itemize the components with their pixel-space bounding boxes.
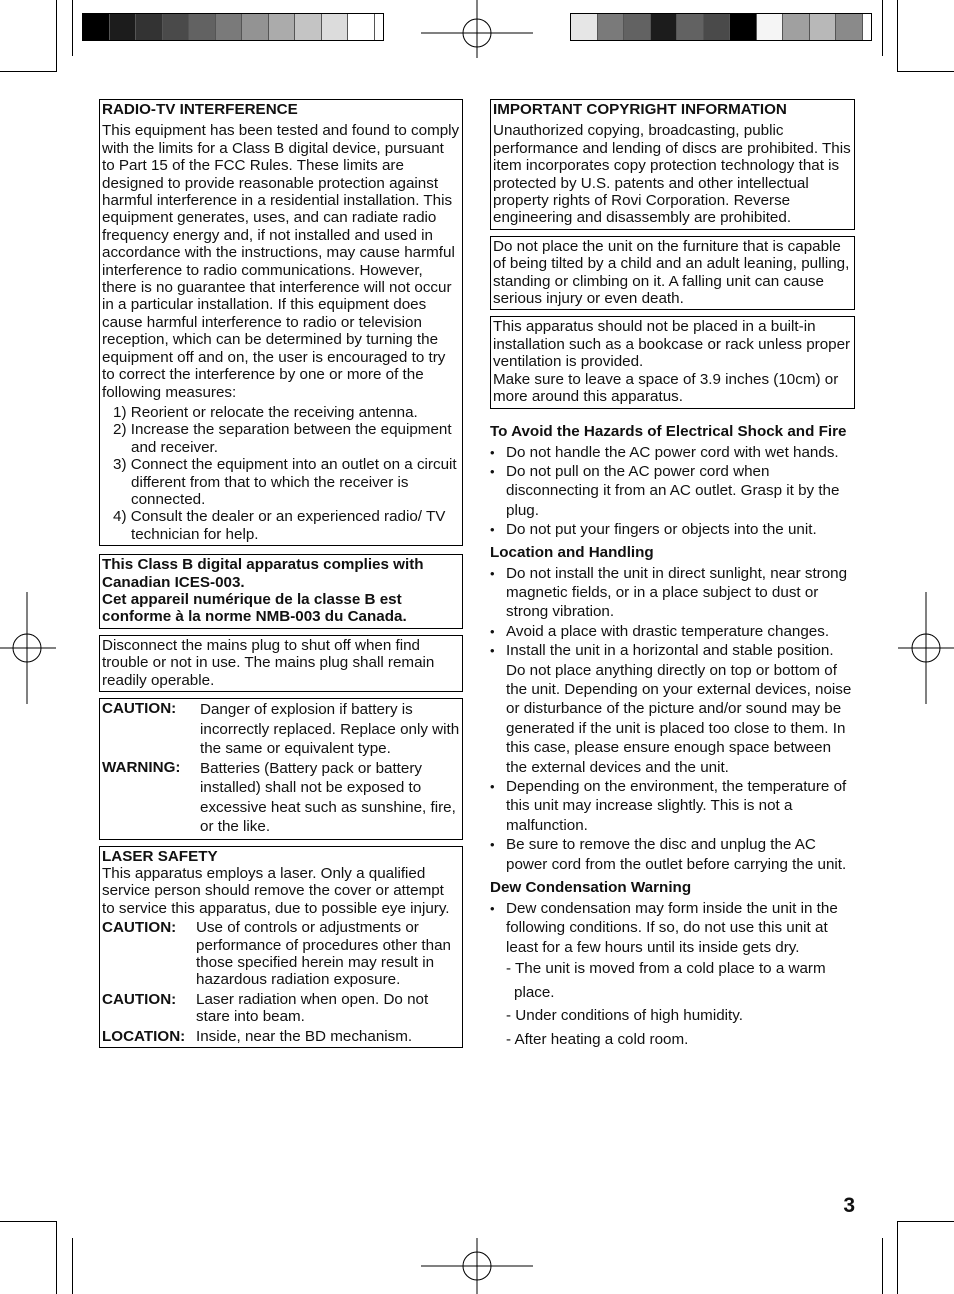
list-item: - The unit is moved from a cold place to a warm place. <box>506 960 826 1001</box>
dew-section <box>490 876 855 1051</box>
color-swatch <box>571 14 598 40</box>
list-item: 4) Consult the dealer or an experienced radio/ TV technician for help. <box>113 508 446 543</box>
crop-mark <box>72 0 73 56</box>
color-swatch <box>757 14 784 40</box>
ventilation-text: This apparatus should not be placed in a built-in installation such as a bookcase or rack unless proper ventilation is provided. <box>493 318 851 371</box>
color-swatch <box>810 14 837 40</box>
list-item: - Under conditions of high humidity. <box>506 1007 743 1025</box>
canada-ices-en: This Class B digital apparatus complies with Canadian ICES-003. <box>102 556 424 591</box>
warning-text: Batteries (Battery pack or battery installed) shall not be exposed to excessive heat such as sunshine, fire, or the like. <box>200 759 456 835</box>
color-swatch <box>189 14 216 40</box>
crop-mark <box>882 0 883 56</box>
page-number: 3 <box>843 1194 855 1217</box>
list-item: 1) Reorient or relocate the receiving antenna. <box>113 403 418 421</box>
color-swatch <box>598 14 625 40</box>
list-item: • Do not pull on the AC power cord when disconnecting it from an AC outlet. Grasp it by the plug. <box>490 462 855 520</box>
shock-section <box>490 420 855 540</box>
list-item: • Dew condensation may form inside the unit in the following conditions. If so, do not use this unit at least for a few hours until its inside gets dry. <box>490 899 855 957</box>
laser-body: This apparatus employs a laser. Only a qualified service person should remove the cover or attempt to service this apparatus, due to possible eye injury. <box>102 864 450 917</box>
crop-mark <box>898 1221 954 1222</box>
laser-safety-box <box>99 846 463 1048</box>
list-item: • Install the unit in a horizontal and stable position. Do not place anything directly on top or bottom of the unit. Depending on your external devices, noise or disturbance of the picture and/or sound may be generated if the unit is placed too close to them. In this case, please ensure enough space between the external devices and the unit. <box>490 641 855 777</box>
dew-list <box>490 899 855 957</box>
registration-target-icon <box>0 592 56 704</box>
color-swatch <box>322 14 349 40</box>
mains-plug-box <box>99 635 463 692</box>
registration-target-icon <box>898 592 954 704</box>
list-item: • Depending on the environment, the temperature of this unit may increase slightly. This is not a malfunction. <box>490 777 855 835</box>
ventilation-box <box>490 316 855 408</box>
crop-mark <box>56 0 57 72</box>
radio-tv-title: RADIO-TV INTERFERENCE <box>102 101 298 118</box>
color-swatch <box>624 14 651 40</box>
location-text: Inside, near the BD mechanism. <box>196 1027 413 1045</box>
grayscale-bar-right <box>570 13 872 41</box>
copyright-box <box>490 99 855 230</box>
location-label: LOCATION: <box>102 1027 186 1045</box>
crop-mark <box>897 0 898 72</box>
radio-tv-interference-box <box>99 99 463 546</box>
radio-tv-body: This equipment has been tested and found to comply with the limits for a Class B digital device, pursuant to Part 15 of the FCC Rules. These limits are designed to provide reasonable protection against harmful interference in a residential installation. This equipment generates, uses, and can radiate radio frequency energy and, if not installed and used in accordance with the instructions, may cause harmful interference to radio communications. However, there is no guarantee that interference will not occur in a particular installation. If this equipment does cause harmful interference to radio or television reception, which can be determined by turning the equipment off and on, the user is encouraged to try to correct the interference by one or more of the following measures: <box>102 122 460 401</box>
color-swatch <box>83 14 110 40</box>
crop-mark <box>882 1238 883 1294</box>
color-swatch <box>348 14 375 40</box>
shock-list <box>490 443 855 540</box>
dew-heading: Dew Condensation Warning <box>490 879 692 897</box>
caution-text: Use of controls or adjustments or performance of procedures other than those specified herein may result in hazardous radiation exposure. <box>196 919 451 989</box>
location-heading: Location and Handling <box>490 543 654 561</box>
list-item: • Avoid a place with drastic temperature changes. <box>490 622 855 641</box>
warning-label: WARNING: <box>102 758 181 776</box>
left-column <box>99 99 463 1048</box>
crop-mark <box>897 1221 898 1294</box>
list-item: • Do not put your fingers or objects into the unit. <box>490 520 855 539</box>
color-swatch <box>110 14 137 40</box>
list-item: • Be sure to remove the disc and unplug the AC power cord from the outlet before carrying the unit. <box>490 835 855 874</box>
list-item: - After heating a cold room. <box>506 1030 689 1048</box>
copyright-title: IMPORTANT COPYRIGHT INFORMATION <box>493 101 787 118</box>
color-swatch <box>677 14 704 40</box>
canada-ices-fr: Cet appareil numérique de la classe B est conforme à la norme NMB-003 du Canada. <box>102 590 407 626</box>
dew-conditions <box>506 957 855 1051</box>
crop-mark <box>72 1238 73 1294</box>
caution-label: CAUTION: <box>102 919 177 937</box>
color-swatch <box>704 14 731 40</box>
mains-plug-text: Disconnect the mains plug to shut off when find trouble or not in use. The mains plug shall remain readily operable. <box>102 636 435 689</box>
location-section <box>490 541 855 875</box>
canada-ices-box <box>99 554 463 629</box>
laser-title: LASER SAFETY <box>102 847 218 865</box>
measures-list <box>102 404 460 543</box>
ventilation-space-text: Make sure to leave a space of 3.9 inches (10cm) or more around this apparatus. <box>493 370 839 406</box>
color-swatch <box>136 14 163 40</box>
list-item: 2) Increase the separation between the equipment and receiver. <box>113 421 452 456</box>
color-swatch <box>651 14 678 40</box>
color-swatch <box>295 14 322 40</box>
shock-heading: To Avoid the Hazards of Electrical Shock and Fire <box>490 422 847 440</box>
crop-mark <box>0 71 56 72</box>
color-swatch <box>730 14 757 40</box>
list-item: 3) Connect the equipment into an outlet on a circuit different from that to which the receiver is connected. <box>113 456 457 508</box>
color-swatch <box>216 14 243 40</box>
caution-label: CAUTION: <box>102 700 177 717</box>
battery-caution-box <box>99 698 463 840</box>
copyright-body: Unauthorized copying, broadcasting, public performance and lending of discs are prohibited. This item incorporates copy protection technology that is protected by U.S. patents and other intellectual property rights of Rovi Corporation. Reverse engineering and disassembly are prohibited. <box>493 122 851 227</box>
caution-label: CAUTION: <box>102 990 177 1008</box>
crop-mark <box>56 1221 57 1294</box>
color-swatch <box>163 14 190 40</box>
list-item: • Do not handle the AC power cord with wet hands. <box>490 443 855 462</box>
caution-text: Danger of explosion if battery is incorrectly replaced. Replace only with the same or equivalent type. <box>200 701 460 757</box>
crop-mark <box>898 71 954 72</box>
furniture-warning-box <box>490 236 855 311</box>
registration-target-icon <box>421 1238 533 1294</box>
list-item: • Do not install the unit in direct sunlight, near strong magnetic fields, or in a place subject to dust or strong vibration. <box>490 564 855 622</box>
color-swatch <box>242 14 269 40</box>
grayscale-bar-left <box>82 13 384 41</box>
right-column <box>490 99 855 1051</box>
color-swatch <box>269 14 296 40</box>
color-swatch <box>783 14 810 40</box>
registration-target-icon <box>421 0 533 60</box>
crop-mark <box>0 1221 56 1222</box>
location-list <box>490 564 855 875</box>
caution-text: Laser radiation when open. Do not stare into beam. <box>196 990 429 1026</box>
color-swatch <box>836 14 863 40</box>
furniture-warning-text: Do not place the unit on the furniture that is capable of being tilted by a child and an adult leaning, pulling, standing or climbing on it. A falling unit can cause serious injury or even death. <box>493 237 850 308</box>
